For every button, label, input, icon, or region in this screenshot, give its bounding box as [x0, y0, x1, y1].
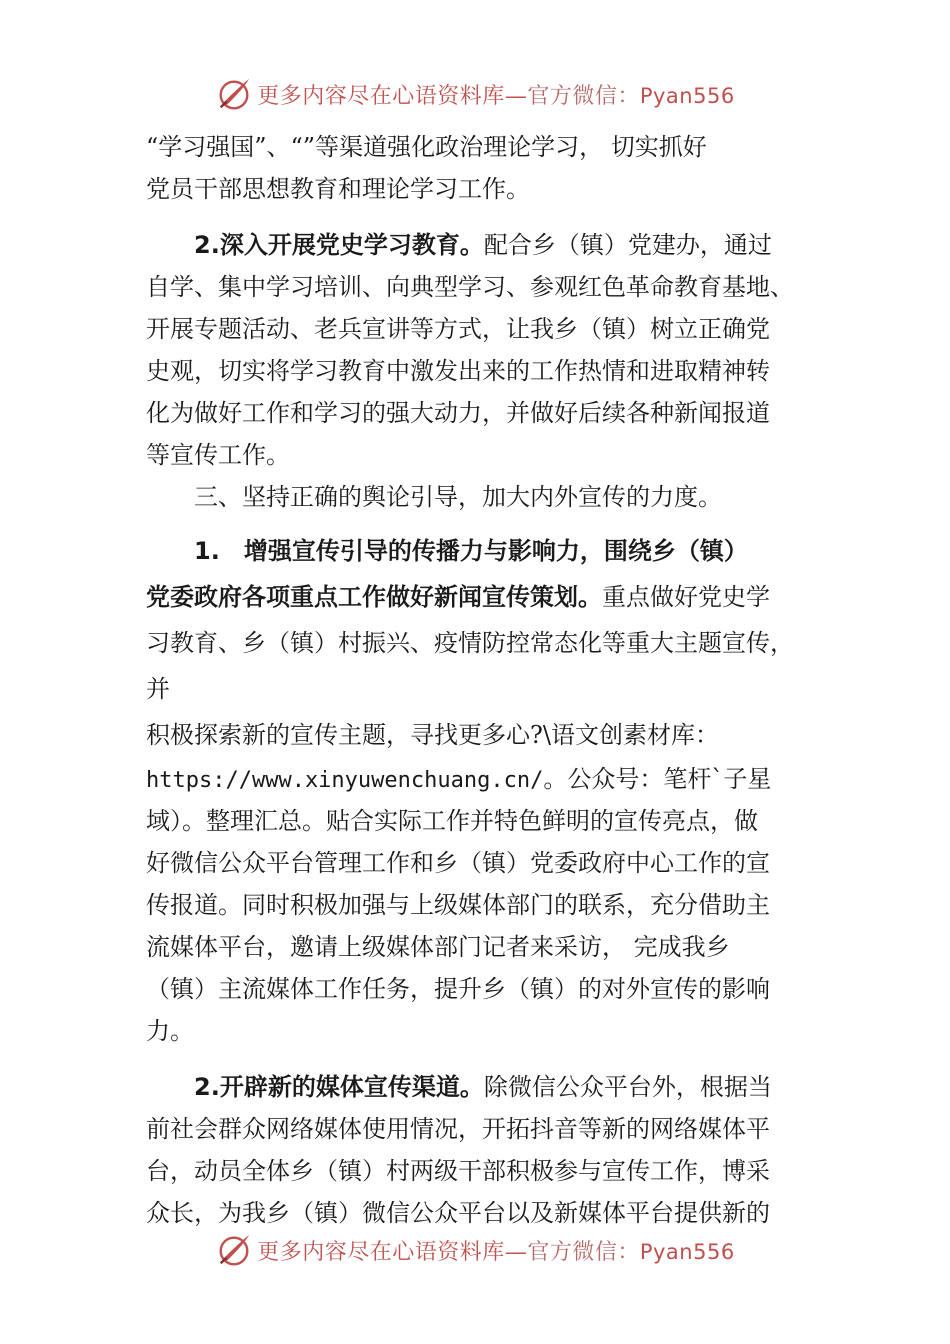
footer-watermark: [0, 1228, 950, 1272]
watermark-title: 更多内容尽在心语资料库: [257, 1239, 505, 1265]
quill-logo-icon: [215, 75, 253, 113]
point-1-heading-cont: 党委政府各项重点工作做好新闻宣传策划。: [146, 583, 602, 611]
watermark-title: 更多内容尽在心语资料库: [257, 83, 505, 109]
text-line: 党员干部思想教育和理论学习工作。: [146, 175, 530, 203]
quill-logo-icon: [215, 1231, 253, 1269]
header-watermark: [0, 72, 950, 116]
text-run: 。公众号：笔杆`子星: [543, 765, 772, 793]
text-line: 流媒体平台，邀请上级媒体部门记者来采访， 完成我乡: [146, 933, 730, 961]
watermark-text: [257, 79, 734, 110]
text-line: “学习强国”、“”等渠道强化政治理论学习， 切实抓好: [146, 133, 707, 161]
text-line: 等宣传工作。: [146, 441, 290, 469]
text-line: 史观，切实将学习教育中激发出来的工作热情和进取精神转: [146, 357, 770, 385]
text-line: 众长，为我乡（镇）微信公众平台以及新媒体平台提供新的: [146, 1199, 770, 1227]
text-line: 习教育、乡（镇）村振兴、疫情防控常态化等重大主题宣传，: [146, 629, 794, 657]
text-run: 重点做好党史学: [602, 583, 770, 611]
section-heading: 2.深入开展党史学习教育。: [194, 231, 484, 259]
text-line: 开展专题活动、老兵宣讲等方式，让我乡（镇）树立正确党: [146, 315, 770, 343]
point-1-heading: 1. 增强宣传引导的传播力与影响力，围绕乡（镇）: [194, 537, 748, 565]
watermark-label: 官方微信：: [527, 1239, 640, 1265]
document-body: [146, 126, 826, 1234]
text-line: 积极探索新的宣传主题，寻找更多心?\语文创素材库：: [146, 721, 719, 749]
watermark-separator: —: [504, 1239, 528, 1265]
text-line: 前社会群众网络媒体使用情况，开拓抖音等新的网络媒体平: [146, 1115, 770, 1143]
text-line: 域）。整理汇总。贴合实际工作并特色鲜明的宣传亮点，做: [146, 807, 758, 835]
text-line: （镇）主流媒体工作任务，提升乡（镇）的对外宣传的影响: [146, 975, 770, 1003]
text-run: 配合乡（镇）党建办，通过: [483, 231, 772, 259]
point-2-line: [146, 1066, 826, 1108]
section-2-line: [146, 224, 826, 266]
text-line: 力。: [146, 1017, 194, 1045]
watermark-separator: —: [504, 83, 528, 109]
chapter-heading: 三、坚持正确的舆论引导，加大内外宣传的力度。: [194, 483, 722, 511]
text-line: 传报道。同时积极加强与上级媒体部门的联系，充分借助主: [146, 891, 770, 919]
point-2-heading: 2.开辟新的媒体宣传渠道。: [194, 1073, 484, 1101]
text-run: 除微信公众平台外，根据当: [483, 1073, 772, 1101]
text-line: 台，动员全体乡（镇）村两级干部积极参与宣传工作，博采: [146, 1157, 770, 1185]
watermark-wechat-id: Pyan556: [639, 1239, 735, 1264]
text-line: 好微信公众平台管理工作和乡（镇）党委政府中心工作的宣: [146, 849, 770, 877]
url-text: https://www.xinyuwenchuang.cn/: [146, 768, 544, 793]
watermark-text: [257, 1235, 734, 1266]
text-line: 并: [146, 675, 170, 703]
point-1-line: [146, 574, 826, 620]
watermark-label: 官方微信：: [527, 83, 640, 109]
watermark-wechat-id: Pyan556: [639, 83, 735, 108]
text-line: 化为做好工作和学习的强大动力，并做好后续各种新闻报道: [146, 399, 770, 427]
url-line: [146, 758, 826, 800]
text-line: 自学、集中学习培训、向典型学习、参观红色革命教育基地、: [146, 273, 794, 301]
